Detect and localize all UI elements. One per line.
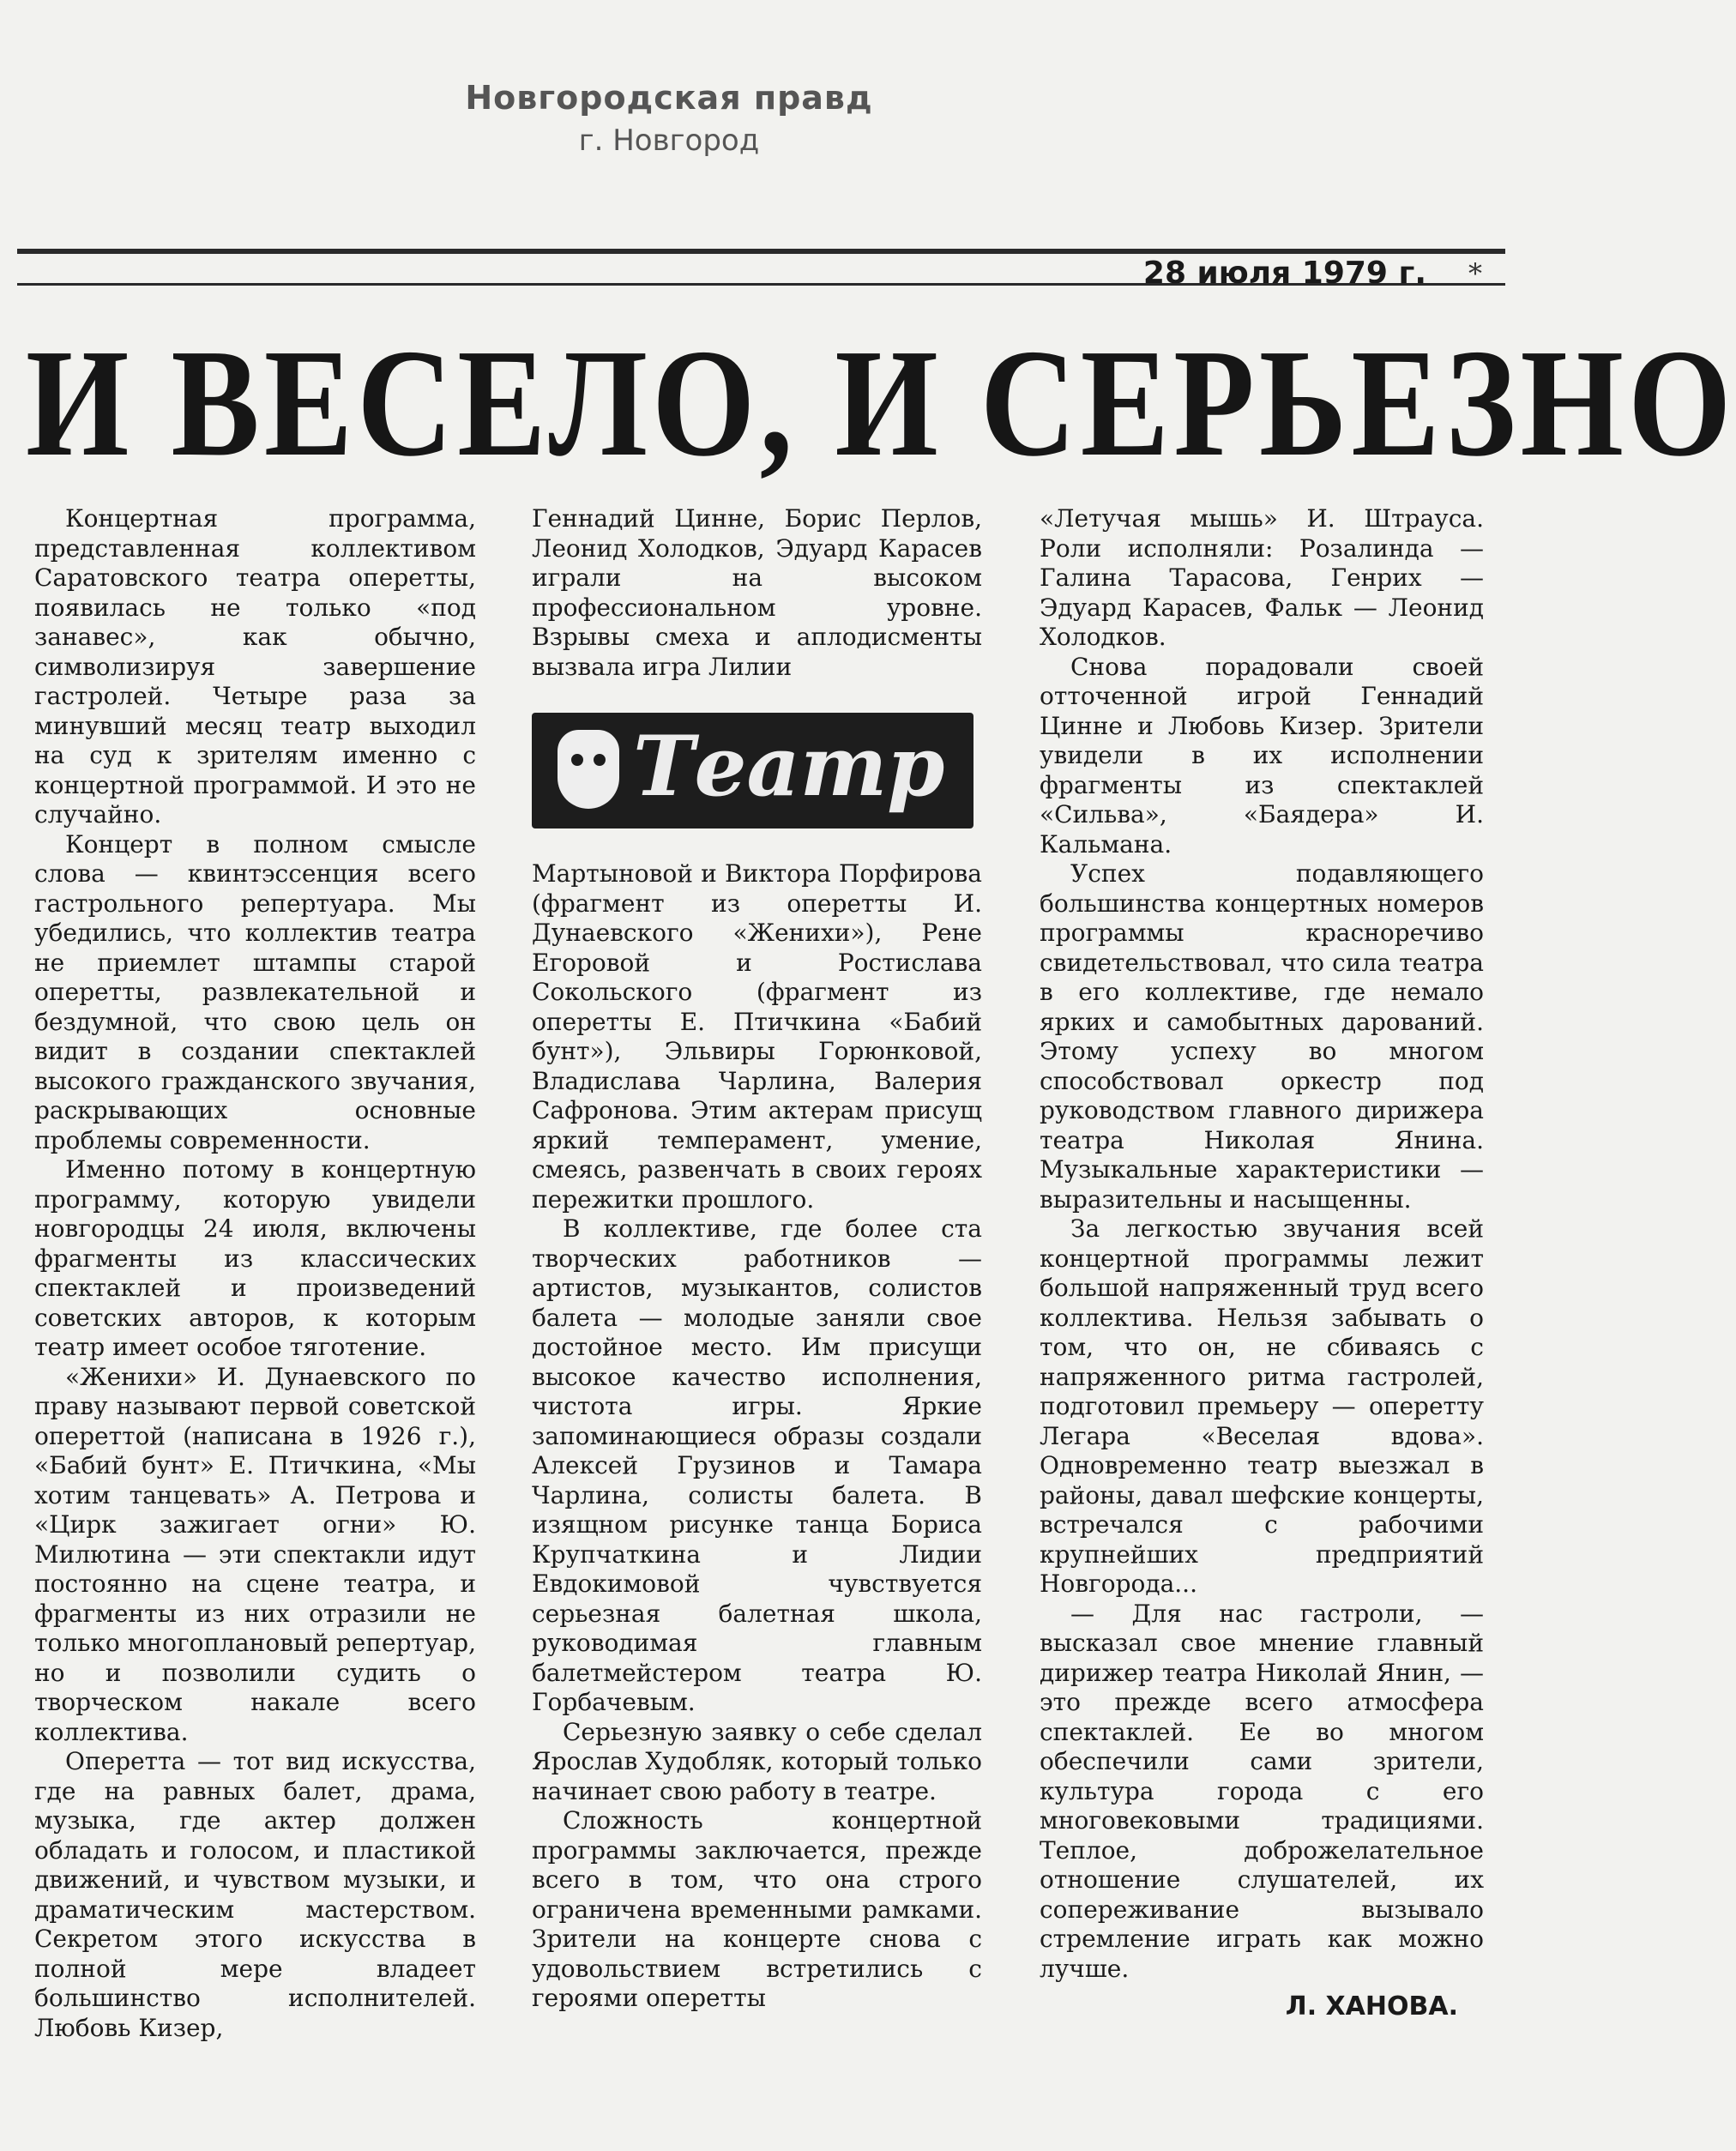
theatre-mask-icon <box>558 730 619 809</box>
paragraph: Концертная программа, представленная коллективом Саратовского театра оперетты, появилась не только «под занавес», как обычно, символизируя завершение гастролей. Четыре раза за минувший месяц театр выходил на суд к зрителям именно с концертной программой. И это не случайно. <box>34 504 476 828</box>
paragraph: «Женихи» И. Дунаевского по праву называют первой советской опереттой (написана в 1926 г.), «Бабий бунт» Е. Птичкина, «Мы хотим танцевать» А. Петрова и «Цирк зажигает огни» Ю. Милютина — эти спектакли идут постоянно на сцене театра, и фрагменты из них отразили не только многоплановый репертуар, но и позволили судить о творческом накале всего коллектива. <box>34 1362 476 1746</box>
paragraph: Сложность концертной программы заключается, прежде всего в том, что она строго ограничена временными рамками. Зрители на концерте снова с удовольствием встретились с героями оперетты <box>532 1806 982 2012</box>
paragraph: — Для нас гастроли, — высказал свое мнение главный дирижер театра Николай Янин, — это прежде всего атмосфера спектаклей. Ее во многом обеспечили сами зрители, культура города с его многовековыми традициями. Теплое, доброжелательное отношение слушателей, их сопереживание вызывало стремление играть как можно лучше. <box>1040 1599 1484 1983</box>
paragraph: За легкостью звучания всей концертной программы лежит большой напряженный труд всего коллектива. Нельзя забывать о том, что он, не сбиваясь с напряженного ритма гастролей, подготовил премьеру — оперетту Легара «Веселая вдова». Одновременно театр выезжал в районы, давал шефские концерты, встречался с рабочими крупнейших предприятий Новгорода... <box>1040 1214 1484 1598</box>
article-column-2 <box>532 504 982 2014</box>
paragraph: Геннадий Цинне, Борис Перлов, Леонид Холодков, Эдуард Карасев играли на высоком профессиональном уровне. Взрывы смеха и аплодисменты вызвала игра Лилии <box>532 504 982 681</box>
article-column-3 <box>1040 504 1484 2022</box>
stamp-city: г. Новгород <box>578 124 760 158</box>
theatre-rubric <box>532 713 973 828</box>
paragraph: Концерт в полном смысле слова — квинтэссенция всего гастрольного репертуара. Мы убедились, что коллектив театра не приемлет штампы старой оперетты, развлекательной и бездумной, что свою цель он видит в создании спектаклей высокого гражданского звучания, раскрывающих основные проблемы современности. <box>34 829 476 1154</box>
rubric-title: Театр <box>633 718 945 815</box>
newspaper-stamp <box>412 79 926 158</box>
paragraph: Мартыновой и Виктора Порфирова (фрагмент из оперетты И. Дунаевского «Женихи»), Рене Егоровой и Ростислава Сокольского (фрагмент из оперетты Е. Птичкина «Бабий бунт»), Эльвиры Горюнковой, Владислава Чарлина, Валерия Сафронова. Этим актерам присущ яркий темперамент, умение, смеясь, развенчать в своих героях пережитки прошлого. <box>532 859 982 1214</box>
paragraph: Успех подавляющего большинства концертных номеров программы красноречиво свидетельствовал, что сила театра в его коллективе, где немало ярких и самобытных дарований. Этому успеху во многом способствовал оркестр под руководством главного дирижера театра Николая Янина. Музыкальные характеристики — выразительны и насыщенны. <box>1040 859 1484 1214</box>
margin-mark: * <box>1468 257 1482 290</box>
paragraph: Оперетта — тот вид искусства, где на равных балет, драма, музыка, где актер должен обладать и голосом, и пластикой движений, и чувством музыки, и драматическим мастерством. Секретом этого искусства в полной мере владеет большинство исполнителей. Любовь Кизер, <box>34 1747 476 2042</box>
paragraph: Серьезную заявку о себе сделал Ярослав Худобляк, который только начинает свою работу в театре. <box>532 1717 982 1805</box>
article-column-1 <box>34 504 476 2043</box>
paragraph: В коллективе, где более ста творческих работников — артистов, музыкантов, солистов балета — молодые заняли свое достойное место. Им присущи высокое качество исполнения, чистота игры. Яркие запоминающиеся образы создали Алексей Грузинов и Тамара Чарлина, солисты балета. В изящном рисунке танца Бориса Крупчаткина и Лидии Евдокимовой чувствуется серьезная балетная школа, руководимая главным балетмейстером театра Ю. Горбачевым. <box>532 1214 982 1716</box>
author-signature: Л. ХАНОВА. <box>1285 1991 1458 2021</box>
paragraph: «Летучая мышь» И. Штрауса. Роли исполняли: Розалинда — Галина Тарасова, Генрих — Эдуард Карасев, Фальк — Леонид Холодков. <box>1040 504 1484 651</box>
article-headline: И ВЕСЕЛО, И СЕРЬЕЗНО <box>26 317 1736 488</box>
paragraph: Именно потому в концертную программу, которую увидели новгородцы 24 июля, включены фрагменты из классических спектаклей и произведений советских авторов, к которым театр имеет особое тяготение. <box>34 1155 476 1361</box>
publication-date: 28 июля 1979 г. <box>1142 256 1426 291</box>
paragraph: Снова порадовали своей отточенной игрой Геннадий Цинне и Любовь Кизер. Зрители увидели в их исполнении фрагменты из спектаклей «Сильва», «Баядера» И. Кальмана. <box>1040 652 1484 859</box>
top-rule <box>17 249 1505 254</box>
stamp-newspaper-name: Новгородская правд <box>465 79 873 117</box>
